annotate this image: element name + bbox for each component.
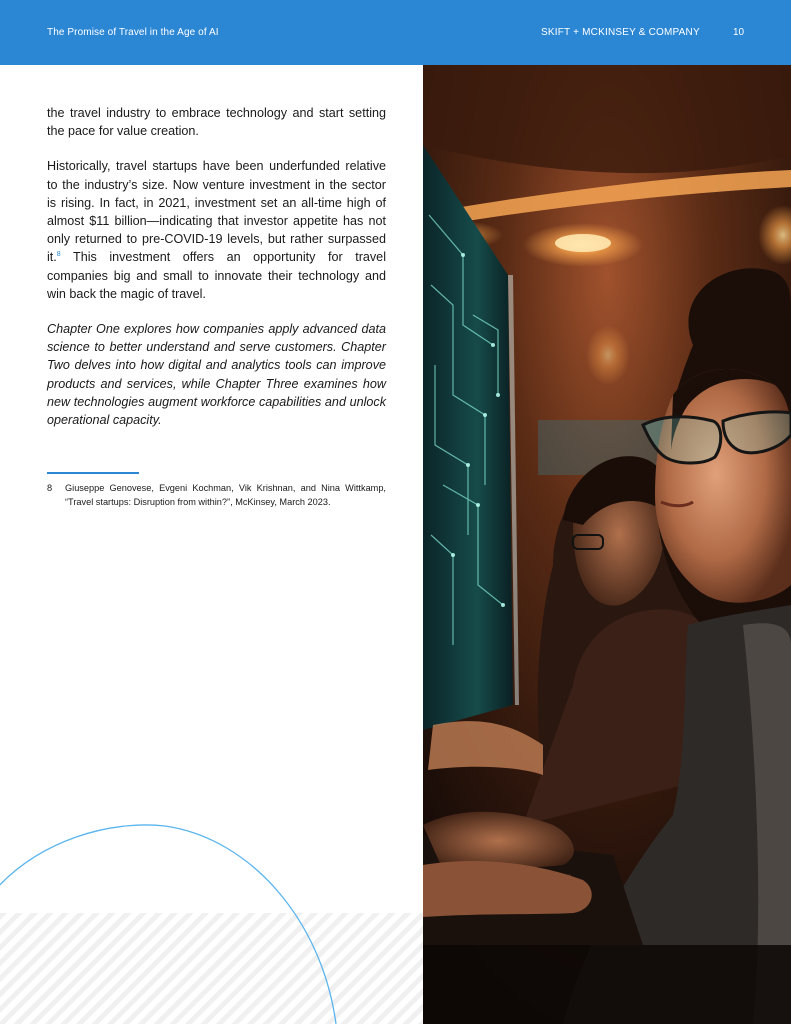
arc-decoration <box>0 820 423 1024</box>
paragraph-1: the travel industry to embrace technology and start setting the pace for value creation. <box>47 106 386 139</box>
footnote-text: Giuseppe Genovese, Evgeni Kochman, Vik Krishnan, and Nina Wittkamp, “Travel startups: Disruption from within?”, McKinsey, March 2023. <box>65 483 386 507</box>
paragraph-2 <box>47 157 386 303</box>
hero-photo <box>423 65 791 1024</box>
page-header <box>0 0 791 65</box>
footnote-divider <box>47 472 139 474</box>
footnote-ref[interactable]: 8 <box>56 251 61 259</box>
report-title: The Promise of Travel in the Age of AI <box>47 27 219 38</box>
footnote <box>47 482 386 509</box>
publisher-brand: SKIFT + MCKINSEY & COMPANY <box>541 27 700 38</box>
body-text <box>47 104 386 446</box>
paragraph-2-part-b: This investment offers an opportunity for travel companies big and small to innovate their technology and win back the magic of travel. <box>47 250 386 301</box>
paragraph-3-chapter-overview: Chapter One explores how companies apply advanced data science to better understand and serve customers. Chapter Two delves into how digital and analytics tools can improve products and services, while Chapter Three examines how new technologies augment workforce capabilities and unlock operational capacity. <box>47 322 386 428</box>
paragraph-2-part-a: Historically, travel startups have been underfunded relative to the industry’s size. Now venture investment in the sector is rising. In fact, in 2021, investment set an all-time high of almost $11 billion—indicating that investor appetite has not only returned to pre-COVID-19 levels, but rather surpassed it. <box>47 159 386 265</box>
footnote-number: 8 <box>47 483 53 493</box>
page-number: 10 <box>733 27 745 38</box>
